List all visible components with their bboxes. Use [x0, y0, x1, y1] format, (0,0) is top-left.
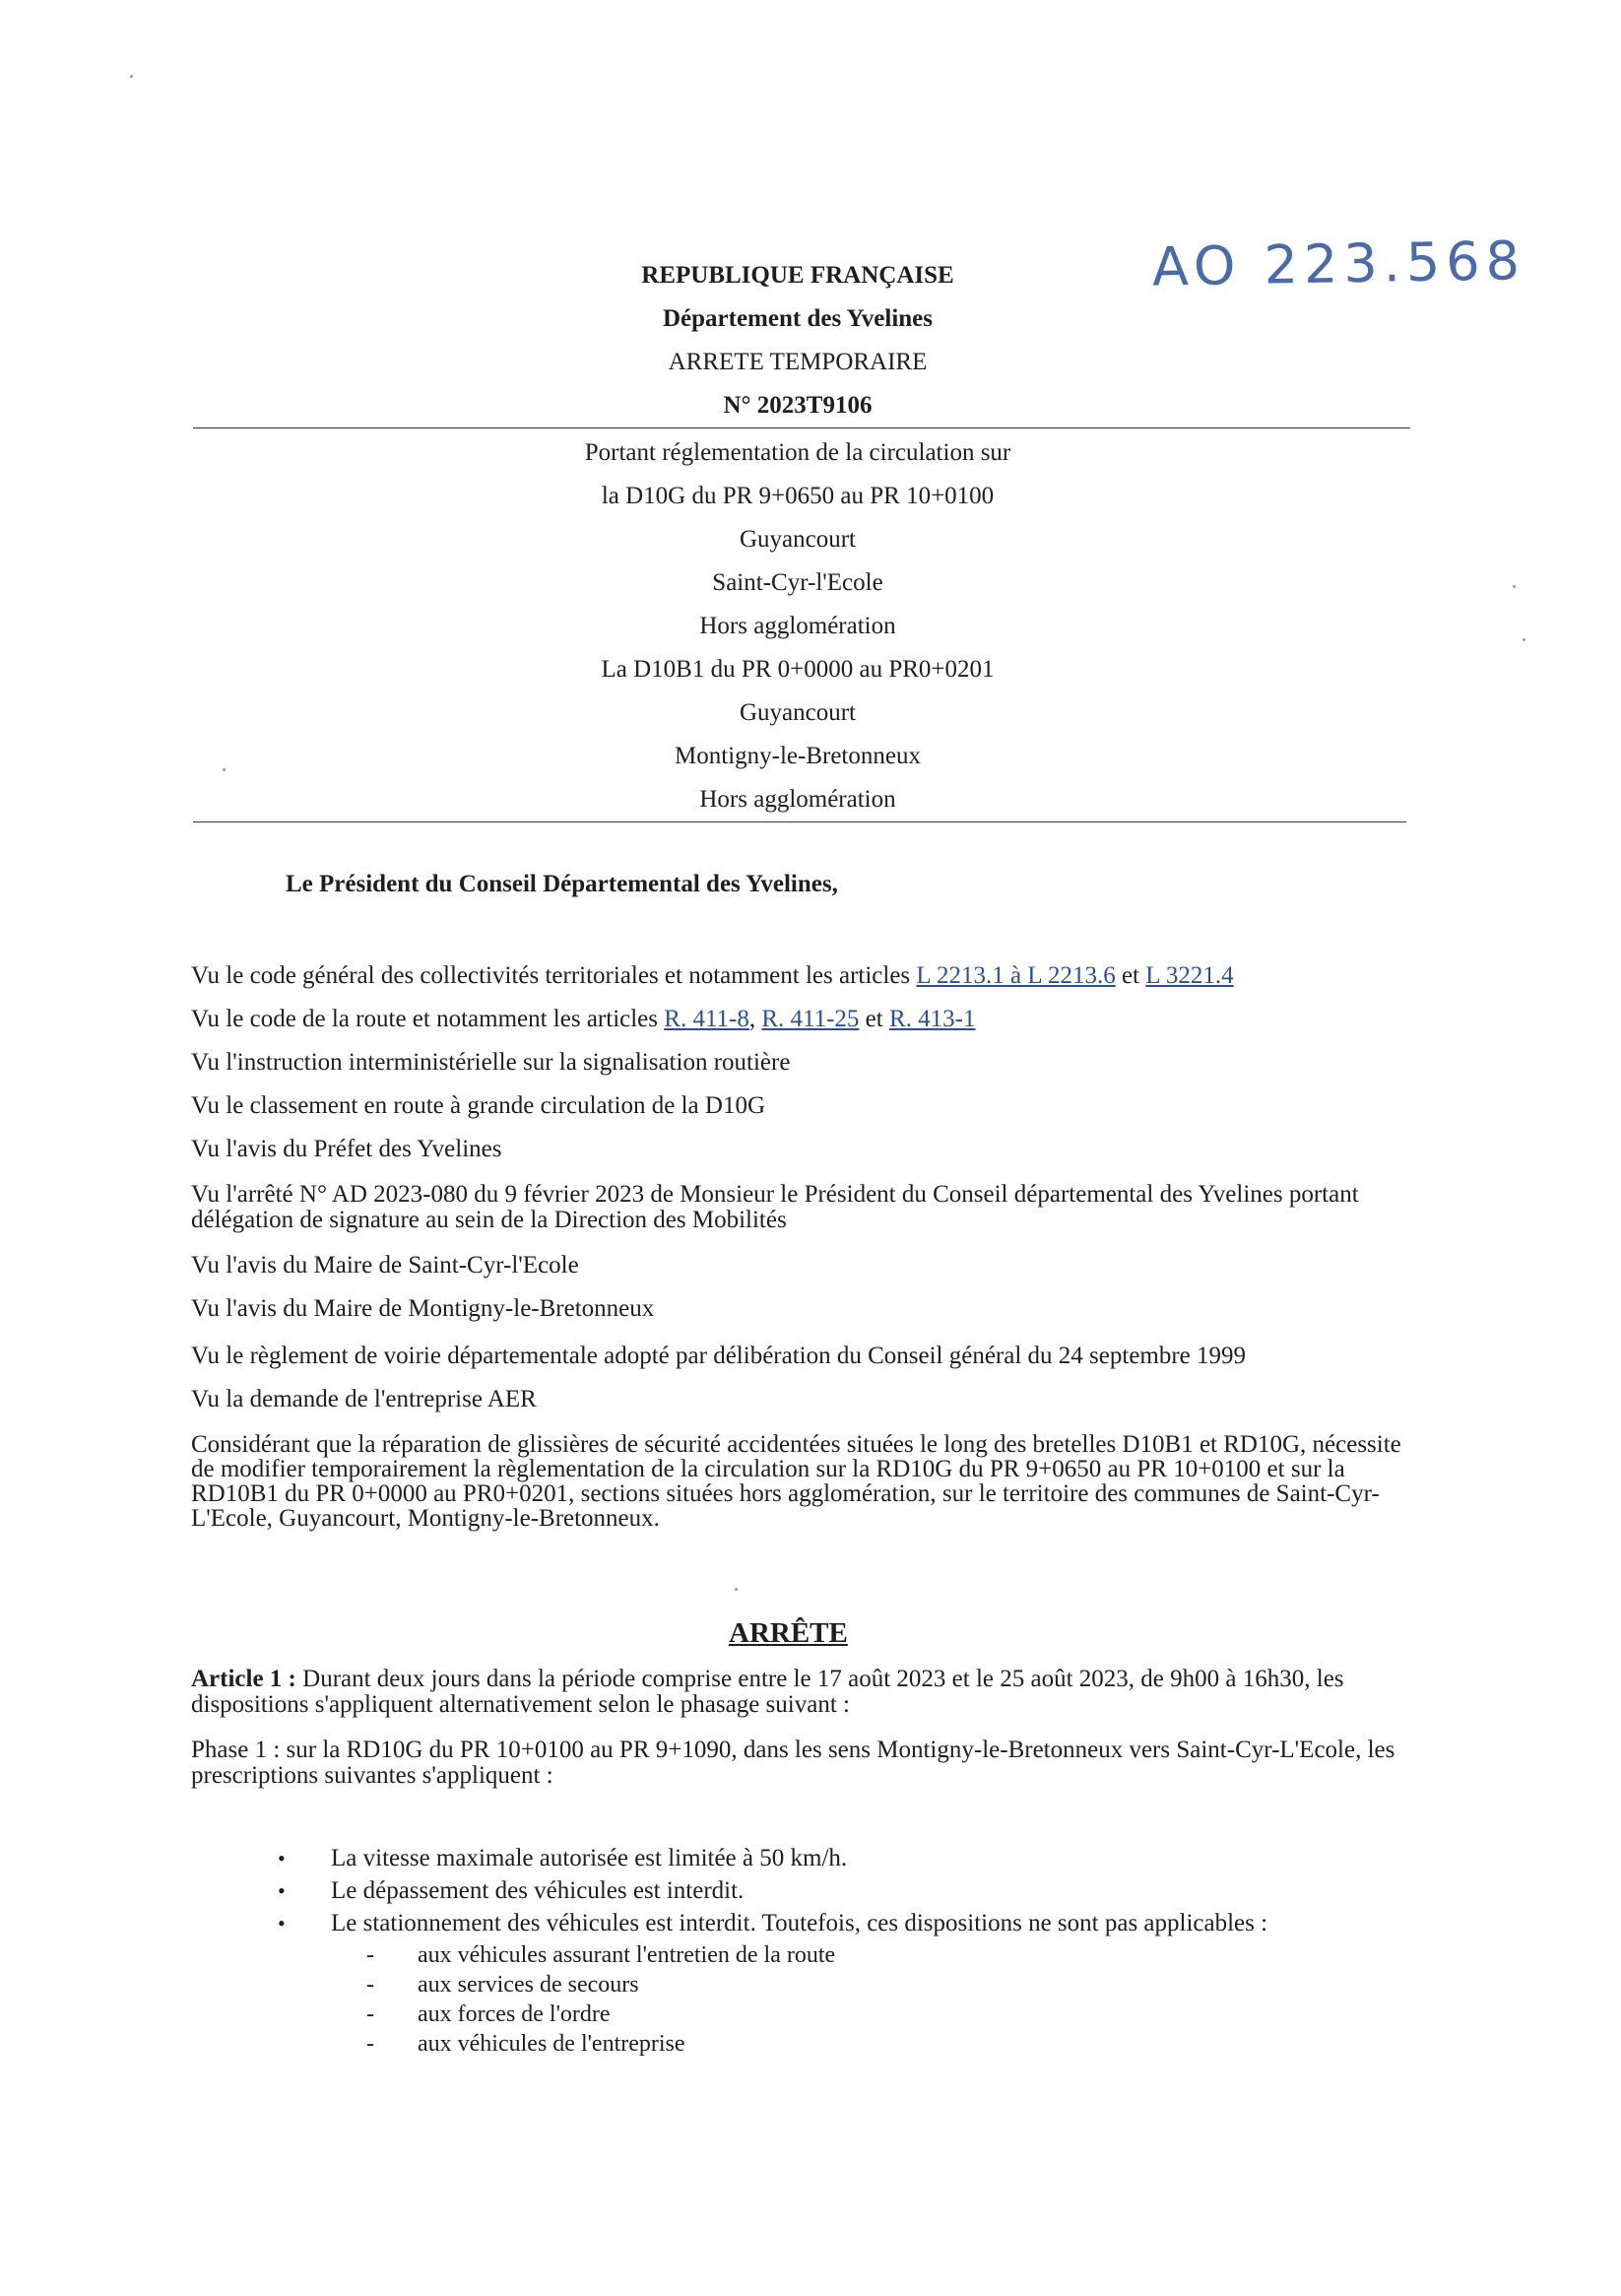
link-r411-25[interactable]: R. 411-25: [761, 1006, 860, 1032]
link-r411-8[interactable]: R. 411-8: [664, 1006, 749, 1032]
vu-item: Vu la demande de l'entreprise AER: [191, 1386, 537, 1412]
bullet-icon: •: [278, 1846, 286, 1870]
dash-icon: -: [366, 2031, 374, 2057]
list-item: • Le stationnement des véhicules est interdit. Toutefois, ces dispositions ne sont pas applicables :: [286, 1907, 1369, 1939]
arrete-number: N° 2023T9106: [723, 392, 873, 419]
dash-icon: -: [366, 1972, 374, 1998]
article-1-text: Durant deux jours dans la période comprise entre le 17 août 2023 et le 25 août 2023, de 9h00 à 16h30, les dispositions s'appliquent alternativement selon le phasage suivant :: [191, 1666, 1344, 1718]
list-item: • Le dépassement des véhicules est interdit.: [286, 1874, 1369, 1907]
link-l3221[interactable]: L 3221.4: [1145, 962, 1234, 989]
subject-line: La D10B1 du PR 0+0000 au PR0+0201: [601, 656, 995, 683]
scan-speck: [735, 1588, 738, 1591]
subject-line: Hors agglomération: [699, 786, 896, 813]
phase-1-paragraph: Phase 1 : sur la RD10G du PR 10+0100 au PR 9+1090, dans les sens Montigny-le-Bretonneux vers Saint-Cyr-L'Ecole, les prescriptions suivantes s'appliquent :: [191, 1737, 1395, 1789]
considerant-paragraph: Considérant que la réparation de glissières de sécurité accidentées situées le long des bretelles D10B1 et RD10G, nécessite de modifier temporairement la règlementation de la circulation sur la RD10G du PR 9+0650 au PR 10+0100 et sur la RD10B1 du PR 0+0000 au PR0+0201, sections situées hors agglomération, sur le territoire des communes de Saint-Cyr-L'Ecole, Guyancourt, Montigny-le-Bretonneux.: [191, 1431, 1401, 1532]
bullet-icon: •: [278, 1911, 286, 1935]
subject-line: Montigny-le-Bretonneux: [675, 743, 921, 769]
prescription-list: [278, 1842, 1369, 1939]
scan-speck: [1523, 638, 1525, 641]
link-r413-1[interactable]: R. 413-1: [888, 1006, 976, 1032]
subject-block: [453, 431, 1142, 821]
scan-speck: [130, 75, 133, 78]
link-l2213[interactable]: L 2213.1 à L 2213.6: [916, 962, 1116, 989]
subject-line: Hors agglomération: [699, 613, 896, 639]
handwritten-reference-stamp: AO 223.568: [1151, 230, 1526, 298]
arrete-type: ARRETE TEMPORAIRE: [668, 349, 928, 375]
dash-icon: -: [366, 2001, 374, 2027]
list-item: - aux forces de l'ordre: [366, 2001, 611, 2027]
vu-item: Vu le classement en route à grande circulation de la D10G: [191, 1092, 765, 1119]
subject-line: Guyancourt: [739, 526, 857, 553]
vu-item: Vu l'avis du Maire de Saint-Cyr-l'Ecole: [191, 1252, 579, 1279]
vu-item: Vu le règlement de voirie départementale adopté par délibération du Conseil général du 24 septembre 1999: [191, 1343, 1247, 1369]
article-1-label: Article 1 :: [191, 1666, 296, 1692]
vu-item: Vu l'arrêté N° AD 2023-080 du 9 février 2023 de Monsieur le Président du Conseil départemental des Yvelines portant délégation de signature au sein de la Direction des Mobilités: [191, 1181, 1359, 1233]
header-divider: [193, 427, 1410, 428]
vu-item-cgct: Vu le code général des collectivités territoriales et notamment les articles L 2213.1 à L 2213.6 et L 3221.4: [191, 962, 1234, 989]
subject-line: Guyancourt: [739, 699, 857, 726]
republic-title: REPUBLIQUE FRANÇAISE: [641, 262, 954, 289]
scan-speck: [223, 768, 226, 771]
bullet-icon: •: [278, 1878, 286, 1903]
list-item: • La vitesse maximale autorisée est limitée à 50 km/h.: [286, 1842, 1369, 1874]
list-item: - aux véhicules assurant l'entretien de la route: [366, 1942, 836, 1968]
article-1-paragraph: [191, 1667, 1412, 1718]
list-item: - aux services de secours: [366, 1972, 639, 1998]
subject-divider: [193, 821, 1406, 822]
header-block: [453, 254, 1142, 427]
exception-list: [366, 1940, 1257, 2059]
vu-item: Vu l'avis du Préfet des Yvelines: [191, 1136, 502, 1162]
vu-item: Vu l'instruction interministérielle sur la signalisation routière: [191, 1049, 791, 1076]
subject-line: Saint-Cyr-l'Ecole: [712, 569, 883, 596]
subject-line: la D10G du PR 9+0650 au PR 10+0100: [601, 483, 995, 509]
arrete-heading: ARRÊTE: [729, 1617, 848, 1649]
scan-speck: [1513, 585, 1516, 588]
list-item: - aux véhicules de l'entreprise: [366, 2031, 685, 2057]
president-line: Le Président du Conseil Départemental des Yvelines,: [286, 871, 838, 897]
subject-line: Portant réglementation de la circulation sur: [584, 439, 1011, 466]
dash-icon: -: [366, 1942, 374, 1968]
vu-item-code-route: Vu le code de la route et notamment les articles R. 411-8, R. 411-25 et R. 413-1: [191, 1006, 976, 1032]
department-title: Département des Yvelines: [662, 305, 934, 332]
vu-item: Vu l'avis du Maire de Montigny-le-Bretonneux: [191, 1295, 655, 1322]
